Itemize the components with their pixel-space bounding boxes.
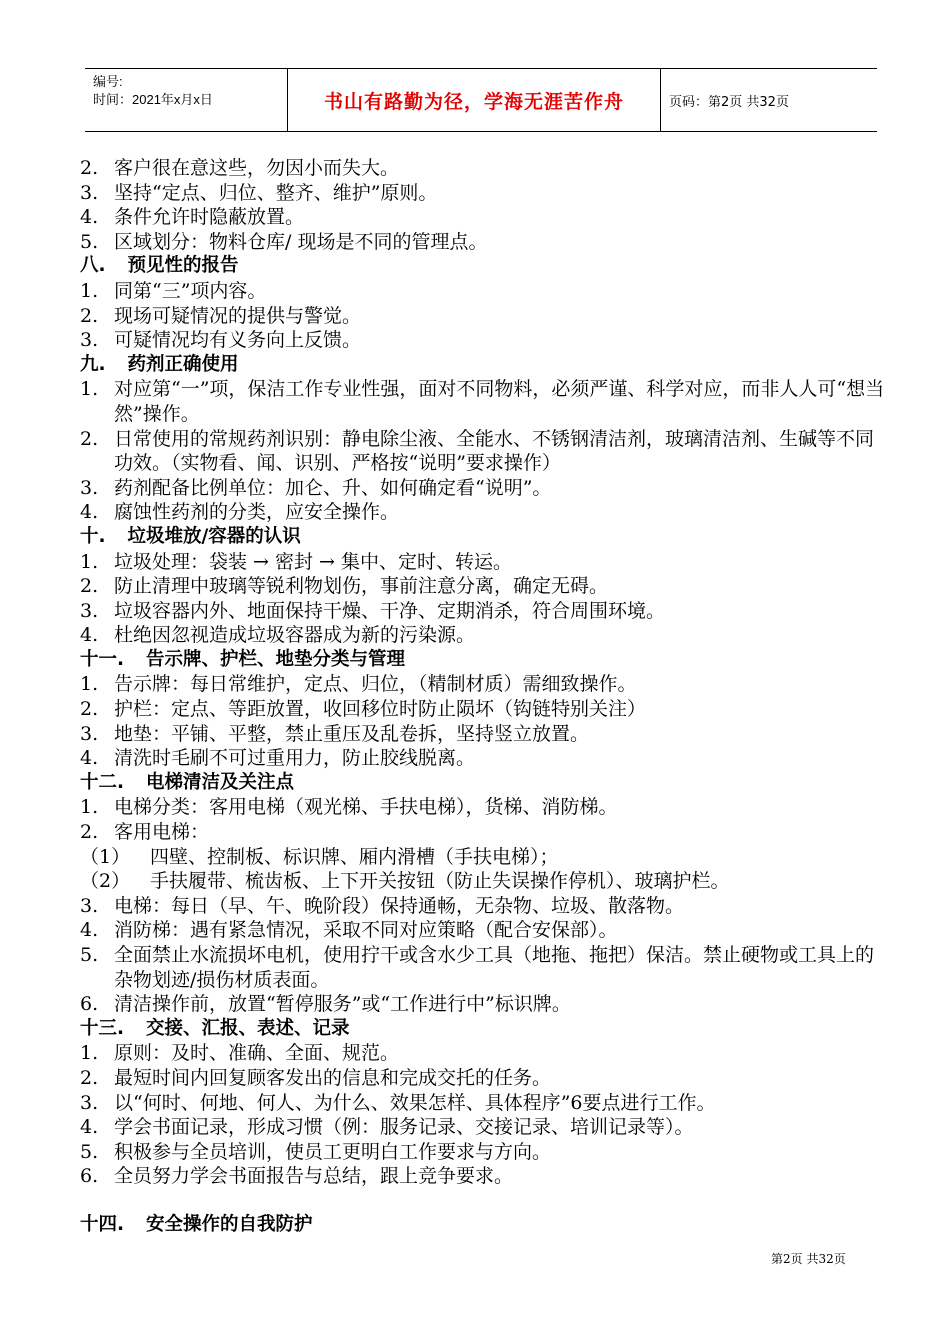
item-text: 四壁、控制板、标识牌、厢内滑槽（手扶电梯）； xyxy=(150,845,559,868)
section-heading xyxy=(80,1213,890,1238)
item-text: 电梯分类：客用电梯（观光梯、手扶电梯），货梯、消防梯。 xyxy=(114,796,618,819)
item-number: 3. xyxy=(80,722,99,745)
list-item xyxy=(80,205,890,230)
item-text: 消防梯：遇有紧急情况，采取不同对应策略（配合安保部）。 xyxy=(114,919,618,942)
item-number: 5. xyxy=(80,944,99,966)
item-number: 4. xyxy=(80,919,99,942)
section-title: 预见性的报告 xyxy=(127,255,239,277)
item-number: 2. xyxy=(80,698,99,721)
item-text: 全员努力学会书面报告与总结，跟上竞争要求。 xyxy=(114,1165,514,1188)
item-number: 2. xyxy=(80,157,99,179)
item-number: 3. xyxy=(80,329,99,352)
list-item xyxy=(80,500,890,525)
item-number: 2. xyxy=(80,304,99,327)
item-text: 药剂配备比例单位：加仑、升、如何确定看“说明”。 xyxy=(114,476,552,499)
item-number: 1. xyxy=(80,279,99,302)
item-number: 5. xyxy=(80,1140,99,1163)
list-item xyxy=(80,1041,890,1066)
item-number: 1. xyxy=(80,378,99,401)
section-heading xyxy=(80,254,890,279)
item-text: 护栏：定点、等距放置，收回移位时防止陨坏（钩链特别关注） xyxy=(114,698,647,721)
header-page-number: 页码：第2页 共32页 xyxy=(669,94,789,110)
item-number: 6. xyxy=(80,993,99,1016)
list-item xyxy=(80,894,890,919)
item-text: 客户很在意这些，勿因小而失大。 xyxy=(114,157,400,179)
list-item xyxy=(80,992,890,1017)
list-item xyxy=(80,746,890,771)
section-title: 安全操作的自我防护 xyxy=(146,1213,313,1235)
item-number: 3. xyxy=(80,1091,99,1114)
list-item xyxy=(80,427,890,476)
list-item xyxy=(80,697,890,722)
item-number: 1. xyxy=(80,550,99,573)
item-text: 垃圾容器内外、地面保持干燥、干净、定期消杀，符合周围环境。 xyxy=(114,599,666,622)
item-text: 同第“三”项内容。 xyxy=(114,279,267,302)
list-item xyxy=(80,672,890,697)
item-text: 最短时间内回复顾客发出的信息和完成交托的任务。 xyxy=(114,1066,552,1089)
item-number: 2. xyxy=(80,575,99,598)
item-text: 原则：及时、准确、全面、规范。 xyxy=(114,1042,400,1065)
document-body xyxy=(80,156,890,1238)
list-item xyxy=(80,1066,890,1091)
item-number: 1. xyxy=(80,673,99,696)
list-item xyxy=(80,574,890,599)
list-item xyxy=(80,1164,890,1189)
item-number: 6. xyxy=(80,1165,99,1188)
list-item xyxy=(80,599,890,624)
item-text: 日常使用的常规药剂识别：静电除尘液、全能水、不锈钢清洁剂，玻璃清洁剂、生碱等不同功效。（实物看、闻、识别、严格按“说明”要求操作） xyxy=(114,427,875,475)
item-text: 现场可疑情况的提供与警觉。 xyxy=(114,304,362,327)
item-number: 4. xyxy=(80,206,99,229)
item-text: 地垫：平铺、平整，禁止重压及乱卷拆，坚持竖立放置。 xyxy=(114,722,590,745)
list-item xyxy=(80,279,890,304)
sub-list-item xyxy=(80,845,890,870)
list-item xyxy=(80,377,890,426)
item-number: （2） xyxy=(80,870,131,893)
section-number: 十四. xyxy=(80,1213,125,1235)
item-text: 对应第“一”项，保洁工作专业性强，面对不同物料，必须严谨、科学对应，而非人人可“想当然”操作。 xyxy=(114,378,885,425)
item-text: 垃圾处理：袋装 → 密封 → 集中、定时、转运。 xyxy=(114,550,512,573)
section-number: 十二. xyxy=(80,771,125,793)
list-item xyxy=(80,820,890,845)
item-text: 防止清理中玻璃等锐利物划伤，事前注意分离，确定无碍。 xyxy=(114,575,609,598)
section-number: 十一. xyxy=(80,648,125,670)
item-text: 清洁操作前，放置“暂停服务”或“工作进行中”标识牌。 xyxy=(114,993,571,1016)
item-number: 3. xyxy=(80,894,99,917)
item-number: 4. xyxy=(80,1116,99,1139)
item-text: 积极参与全员培训，使员工更明白工作要求与方向。 xyxy=(114,1140,552,1163)
list-item xyxy=(80,1091,890,1116)
list-item xyxy=(80,328,890,353)
list-item xyxy=(80,722,890,747)
section-number: 八. xyxy=(80,255,106,277)
item-text: 腐蚀性药剂的分类，应安全操作。 xyxy=(114,501,400,524)
item-number: 2. xyxy=(80,427,99,450)
section-title: 交接、汇报、表述、记录 xyxy=(146,1017,350,1039)
list-item xyxy=(80,304,890,329)
blank-line xyxy=(80,1189,890,1213)
section-heading xyxy=(80,1017,890,1042)
list-item xyxy=(80,550,890,575)
item-text: 客用电梯： xyxy=(114,821,210,844)
item-number: 5. xyxy=(80,230,99,253)
list-item xyxy=(80,476,890,501)
item-text: 以“何时、何地、何人、为什么、效果怎样、具体程序”6要点进行工作。 xyxy=(114,1091,716,1114)
item-text: 区域划分：物料仓库/ 现场是不同的管理点。 xyxy=(114,230,488,253)
item-text: 坚持“定点、归位、整齐、维护”原则。 xyxy=(114,181,438,204)
list-item xyxy=(80,230,890,255)
list-item xyxy=(80,943,890,992)
code-label: 编号: xyxy=(93,74,123,89)
list-item xyxy=(80,1115,890,1140)
section-heading xyxy=(80,771,890,796)
item-number: 3. xyxy=(80,181,99,204)
section-heading xyxy=(80,525,890,550)
item-text: 全面禁止水流损坏电机，使用拧干或含水少工具（地拖、拖把）保洁。禁止硬物或工具上的杂物划迹/损伤材质表面。 xyxy=(114,944,875,991)
item-text: 条件允许时隐蔽放置。 xyxy=(114,206,305,229)
section-title: 药剂正确使用 xyxy=(127,353,239,375)
item-text: 杜绝因忽视造成垃圾容器成为新的污染源。 xyxy=(114,624,476,647)
item-text: 电梯：每日（早、午、晚阶段）保持通畅，无杂物、垃圾、散落物。 xyxy=(114,894,685,917)
item-number: 1. xyxy=(80,1042,99,1065)
section-title: 电梯清洁及关注点 xyxy=(146,771,295,793)
sub-list-item xyxy=(80,869,890,894)
list-item xyxy=(80,1140,890,1165)
item-number: 4. xyxy=(80,624,99,647)
list-item xyxy=(80,156,890,181)
list-item xyxy=(80,623,890,648)
item-number: 4. xyxy=(80,747,99,770)
header-meta xyxy=(85,69,287,131)
section-number: 十三. xyxy=(80,1017,125,1039)
list-item xyxy=(80,918,890,943)
footer-page-number: 第2页 共32页 xyxy=(771,1252,846,1266)
item-number: （1） xyxy=(80,845,131,868)
item-text: 清洗时毛刷不可过重用力，防止胶线脱离。 xyxy=(114,747,476,770)
page-header xyxy=(85,68,877,132)
item-text: 学会书面记录，形成习惯（例：服务记录、交接记录、培训记录等）。 xyxy=(114,1116,694,1139)
header-motto: 书山有路勤为径，学海无涯苦作舟 xyxy=(287,69,661,131)
item-number: 3. xyxy=(80,599,99,622)
list-item xyxy=(80,795,890,820)
section-heading xyxy=(80,648,890,673)
item-text: 手扶履带、梳齿板、上下开关按钮（防止失误操作停机）、玻璃护栏。 xyxy=(150,870,730,893)
item-number: 2. xyxy=(80,821,99,844)
section-heading xyxy=(80,353,890,378)
section-number: 十. xyxy=(80,525,106,547)
section-title: 垃圾堆放/容器的认识 xyxy=(127,525,301,547)
item-number: 1. xyxy=(80,796,99,819)
time-label: 时间：2021年x月x日 xyxy=(93,92,213,107)
section-number: 九. xyxy=(80,353,106,375)
item-number: 3. xyxy=(80,476,99,499)
section-title: 告示牌、护栏、地垫分类与管理 xyxy=(146,648,406,670)
item-number: 2. xyxy=(80,1066,99,1089)
item-text: 可疑情况均有义务向上反馈。 xyxy=(114,329,362,352)
item-number: 4. xyxy=(80,501,99,524)
list-item xyxy=(80,181,890,206)
item-text: 告示牌：每日常维护，定点、归位，（精制材质）需细致操作。 xyxy=(114,673,637,696)
